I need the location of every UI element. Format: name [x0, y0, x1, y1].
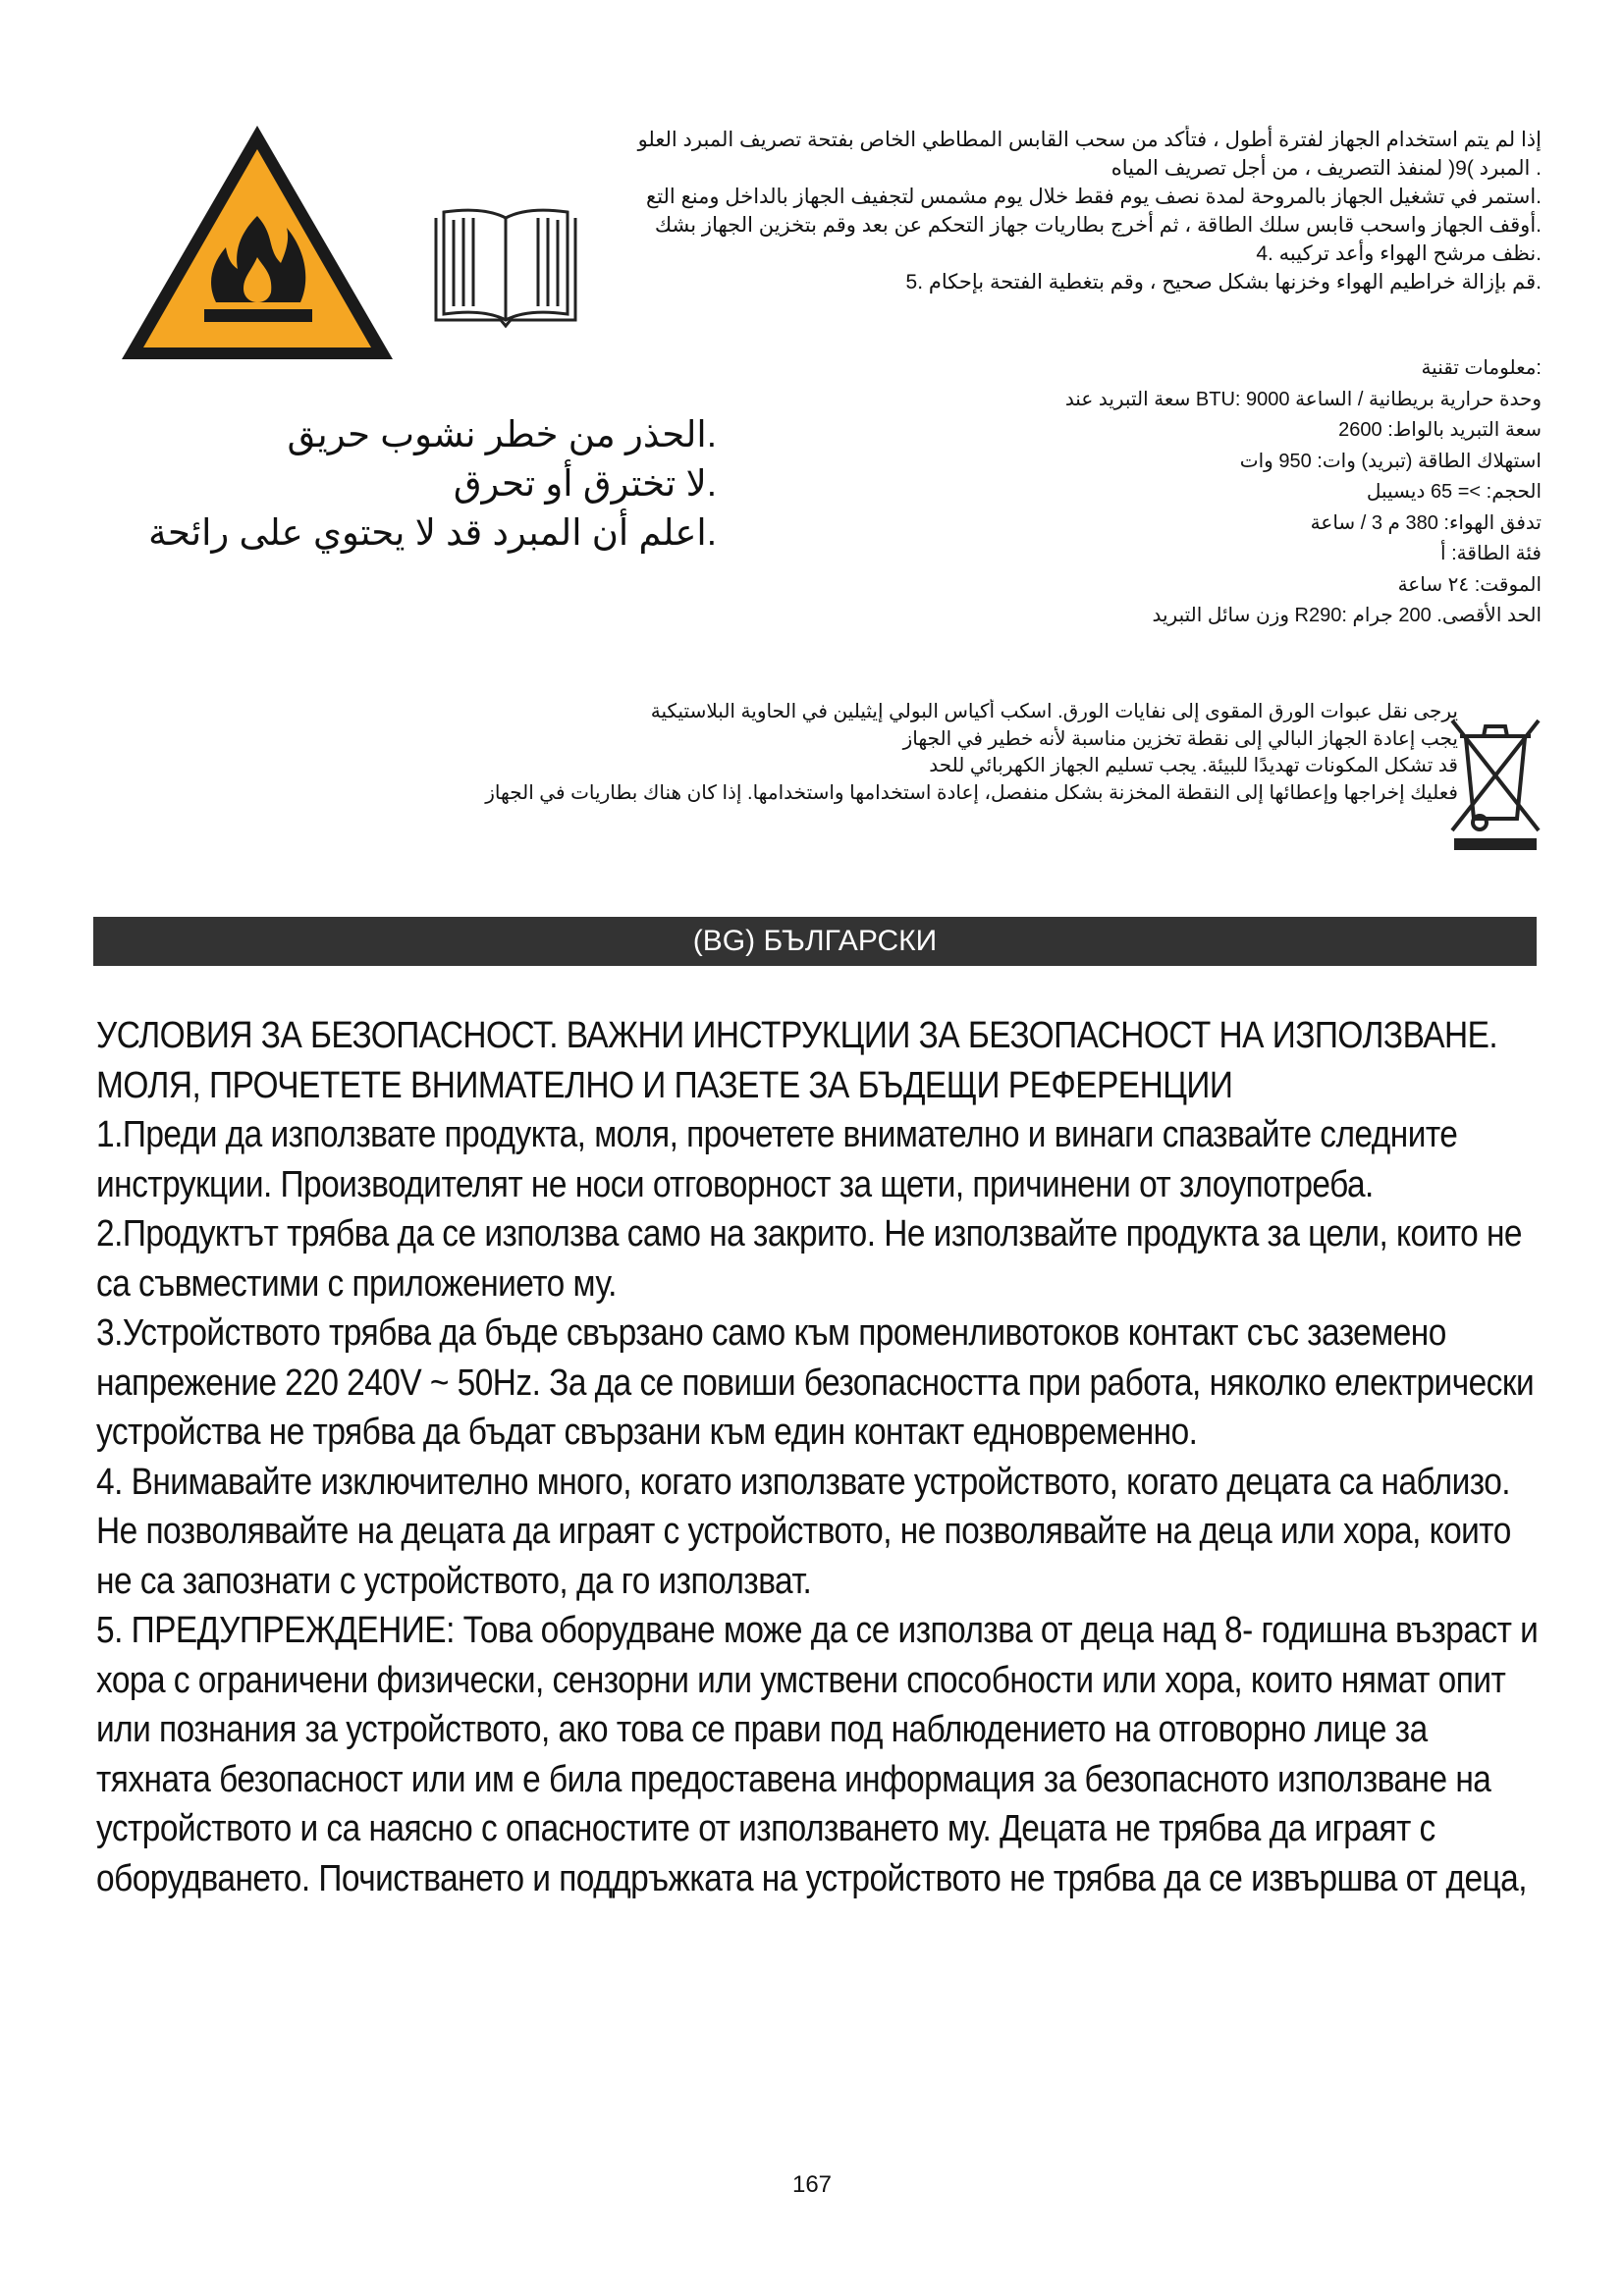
instruction-line: .قم بإزالة خراطيم الهواء وخزنها بشكل صحيح ، وقم بتغطية الفتحة بإحكام .5 — [905, 271, 1542, 294]
safety-paragraph: 2.Продуктът трябва да се използва само на закрито. Не използвайте продукта за цели, които не са съвместими с приложението му. — [96, 1213, 1522, 1305]
recycling-line: يرجى نقل عبوات الورق المقوى إلى نفايات الورق. اسكب أكياس البولي إيثيلين في الحاوية البلاستيكية — [650, 701, 1458, 722]
spec-row: استهلاك الطاقة (تبريد) وات: 950 وات — [1239, 450, 1542, 472]
safety-paragraph: 4. Внимавайте изключително много, когато използвате устройството, когато децата са наблизо. Не позволявайте на децата да играят с устройството, не позволявайте на деца или хора, които не са запознати с устройството, да го използват. — [96, 1461, 1511, 1602]
safety-paragraph: 3.Устройството трябва да бъде свързано само към променливотоков контакт със заземено напрежение 220 240V ~ 50Hz. За да се повиши безопасността при работа, няколко електрически устройства не трябва да бъдат свързани към един контакт едновременно. — [96, 1312, 1535, 1453]
fire-warning-line: .لا تخترق أو تحرق — [453, 463, 717, 504]
spec-row: وحدة حرارية بريطانية / الساعة BTU: 9000 سعة التبريد عند — [1064, 388, 1542, 410]
tech-specs-title: :معلومات تقنية — [1421, 357, 1542, 379]
weee-bin-icon — [1446, 715, 1544, 852]
safety-paragraph: 5. ПРЕДУПРЕЖДЕНИЕ: Това оборудване може да се използва от деца над 8- годишна възраст и хора с ограничени физически, сензорни или умствени способности или хора, които нямат опит или познания за устройството, ако това се прави под наблюдението на отговорно лице за тяхната безопасност или им е била предоставена информация за безопасното използване на устройството и са наясно с опасностите от използването му. Децата не трябва да играят с оборудването. Почистването и поддръжката на устройството не трябва да се извършва от деца, — [96, 1610, 1539, 1899]
instruction-line: .نظف مرشح الهواء وأعد تركيبه .4 — [1256, 242, 1542, 265]
recycling-line: يجب إعادة الجهاز البالي إلى نقطة تخزين مناسبة لأنه خطير في الجهاز — [902, 727, 1458, 750]
safety-heading: УСЛОВИЯ ЗА БЕЗОПАСНОСТ. ВАЖНИ ИНСТРУКЦИИ ЗА БЕЗОПАСНОСТ НА ИЗПОЛЗВАНЕ. МОЛЯ, ПРОЧЕТЕТЕ ВНИМАТЕЛНО И ПАЗЕТЕ ЗА БЪДЕЩИ РЕФЕРЕНЦИИ — [96, 1015, 1498, 1106]
technical-specifications — [943, 353, 1542, 632]
safety-paragraph: 1.Преди да използвате продукта, моля, прочетете внимателно и винаги спазвайте следните инструкции. Производителят не носи отговорност за щети, причинени от злоупотреба. — [96, 1114, 1458, 1205]
instruction-line: إذا لم يتم استخدام الجهاز لفترة أطول ، فتأكد من سحب القابس المطاطي الخاص بفتحة تصريف المبرد العلو — [637, 129, 1542, 151]
instruction-line: . المبرد )9( لمنفذ التصريف ، من أجل تصريف المياه — [1110, 157, 1542, 180]
spec-row: فئة الطاقة: أ — [1440, 543, 1542, 564]
flammable-warning-icon — [118, 120, 398, 365]
fire-warning-line: .الحذر من خطر نشوب حريق — [287, 414, 717, 454]
recycling-line: فعليك إخراجها وإعطائها إلى النقطة المخزنة بشكل منفصل، إعادة استخدامها واستخدامها. إذا كان هناك بطاريات في الجهاز — [485, 781, 1458, 804]
instruction-line: .استمر في تشغيل الجهاز بالمروحة لمدة نصف يوم فقط خلال يوم مشمس لتجفيف الجهاز بالداخل ومنع التع — [646, 186, 1542, 208]
spec-row: سعة التبريد بالواط: 2600 — [1338, 419, 1542, 441]
fire-warning-line: .اعلم أن المبرد قد لا يحتوي على رائحة — [148, 512, 717, 553]
instruction-line: .أوقف الجهاز واسحب قابس سلك الطاقة ، ثم أخرج بطاريات جهاز التحكم عن بعد وقم بتخزين الجهاز بشك — [654, 214, 1542, 237]
spec-row: تدفق الهواء: 380 م 3 / ساعة — [1310, 511, 1542, 534]
spec-row: الموقت: ٢٤ ساعة — [1397, 573, 1542, 596]
spec-row: الحد الأقصى. 200 جرام :R290 وزن سائل التبريد — [1152, 605, 1542, 626]
storage-instructions — [550, 126, 1542, 296]
recycling-line: قد تشكل المكونات تهديدًا للبيئة. يجب تسليم الجهاز الكهربائي للحد — [929, 755, 1458, 776]
section-header-bulgarian: (BG) БЪЛГАРСКИ — [93, 917, 1537, 966]
read-manual-icon — [432, 208, 579, 330]
bulgarian-safety-text — [96, 1011, 1547, 1903]
page-number: 167 — [791, 2171, 833, 2198]
recycling-instructions — [285, 699, 1458, 807]
spec-row: الحجم: >= 65 ديسيبل — [1366, 481, 1542, 503]
fire-warnings — [98, 410, 717, 558]
